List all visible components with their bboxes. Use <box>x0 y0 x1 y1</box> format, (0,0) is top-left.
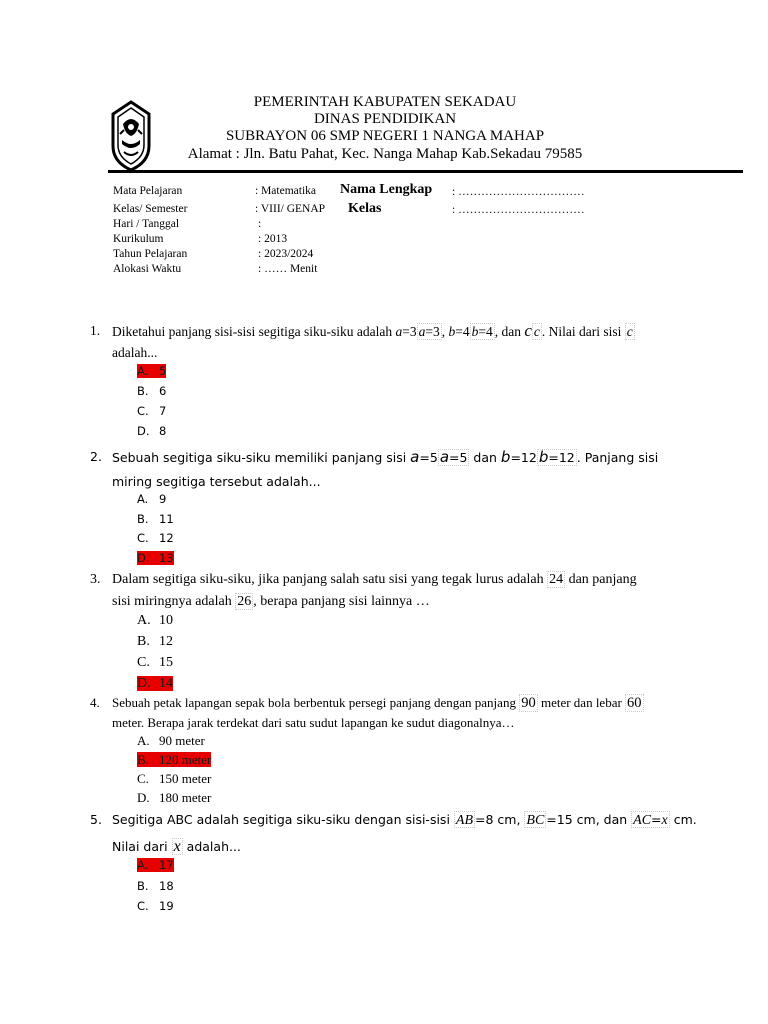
meta-label-subject: Mata Pelajaran <box>113 185 183 197</box>
question-text: Segitiga ABC adalah segitiga siku-siku dengan sisi-sisi AB =8 cm, BC =15 cm, dan AC=x cm. Nilai dari x adalah... <box>112 812 697 855</box>
option-2a[interactable]: A. 9 <box>137 492 167 506</box>
option-3c[interactable]: C. 15 <box>137 655 173 670</box>
meta-label-year: Tahun Pelajaran <box>113 248 188 260</box>
option-4c[interactable]: C. 150 meter <box>137 771 212 786</box>
meta-value-time: : …… Menit <box>258 263 318 275</box>
option-2d[interactable]: D. 13 <box>137 551 174 565</box>
question-text: Diketahui panjang sisi-sisi segitiga siku-siku adalah a=3 a=3 , b=4 b=4 , dan c c . Nilai dari sisi c adalah... <box>112 321 633 360</box>
question-number: 5. <box>90 812 102 827</box>
meta-label-time: Alokasi Waktu <box>113 263 182 275</box>
question-number: 2. <box>90 449 102 464</box>
option-5c[interactable]: C. 19 <box>137 899 174 913</box>
option-2c[interactable]: C. 12 <box>137 531 174 545</box>
student-name-field[interactable]: : …………………………… <box>452 186 585 198</box>
option-1b[interactable]: B. 6 <box>137 384 167 398</box>
meta-label-class: Kelas/ Semester <box>113 203 188 215</box>
meta-value-date: : <box>258 218 262 230</box>
header-line-3: SUBRAYON 06 SMP NEGERI 1 NANGA MAHAP <box>225 128 545 144</box>
student-class-field[interactable]: : …………………………… <box>452 204 585 216</box>
header-divider <box>108 170 743 173</box>
meta-label-curriculum: Kurikulum <box>113 233 164 245</box>
option-3a[interactable]: A. 10 <box>137 613 173 628</box>
question-number: 1. <box>90 323 101 338</box>
option-5a[interactable]: A. 17 <box>137 858 174 872</box>
student-name-label: Nama Lengkap <box>340 182 433 197</box>
option-3b[interactable]: B. 12 <box>137 634 173 649</box>
question-text: Dalam segitiga siku-siku, jika panjang salah satu sisi yang tegak lurus adalah 24 dan panjang sisi miringnya adalah 26 , berapa panjang sisi lainnya … <box>112 572 637 609</box>
student-class-label: Kelas <box>348 201 382 216</box>
option-5b[interactable]: B. 18 <box>137 879 174 893</box>
option-1a[interactable]: A. 5 <box>137 364 167 378</box>
option-1d[interactable]: D. 8 <box>137 424 167 438</box>
option-4d[interactable]: D. 180 meter <box>137 790 212 805</box>
option-1c[interactable]: C. 7 <box>137 404 167 418</box>
question-number: 4. <box>90 695 100 710</box>
header-address: Alamat : Jln. Batu Pahat, Kec. Nanga Mahap Kab.Sekadau 79585 <box>187 146 583 162</box>
question-text: Sebuah segitiga siku-siku memiliki panjang sisi a=5 a=5 dan b=12 b=12 . Panjang sisi miring segitiga tersebut adalah... <box>112 448 659 489</box>
meta-value-curriculum: : 2013 <box>258 233 288 245</box>
question-number: 3. <box>90 572 101 587</box>
option-2b[interactable]: B. 11 <box>137 512 174 526</box>
meta-value-year: : 2023/2024 <box>258 248 314 260</box>
option-4b[interactable]: B. 120 meter <box>137 752 212 767</box>
option-4a[interactable]: A. 90 meter <box>137 733 205 748</box>
question-text: Sebuah petak lapangan sepak bola berbentuk persegi panjang dengan panjang 90 meter dan lebar 60 meter. Berapa jarak terdekat dari satu sudut lapangan ke sudut diagonalnya… <box>112 695 642 730</box>
header-line-2: DINAS PENDIDIKAN <box>313 111 457 127</box>
header-line-1: PEMERINTAH KABUPATEN SEKADAU <box>253 94 517 110</box>
meta-value-subject: : Matematika <box>255 185 316 197</box>
meta-value-class: : VIII/ GENAP <box>255 203 326 215</box>
option-3d[interactable]: D. 14 <box>137 676 173 691</box>
meta-label-date: Hari / Tanggal <box>113 218 180 230</box>
